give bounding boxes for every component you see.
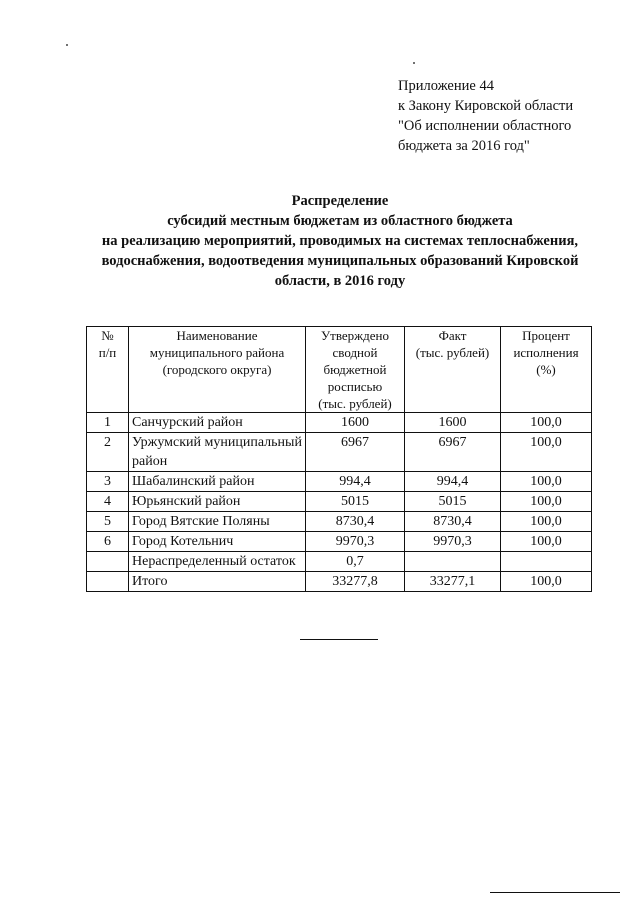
header-num: № п/п [87,327,129,413]
title-line: на реализацию мероприятий, проводимых на системах теплоснабжения, [101,233,579,249]
cell-percent [501,552,592,572]
table-header-row [87,327,592,413]
cell-name: Уржумский муниципальный район [129,433,306,472]
cell-percent: 100,0 [501,492,592,512]
cell-percent: 100,0 [501,433,592,472]
cell-approved: 6967 [306,433,405,472]
header-fact: Факт (тыс. рублей) [405,327,501,413]
table-row-total [87,572,592,592]
cell-approved: 0,7 [306,552,405,572]
document-title [60,191,620,291]
separator-line [300,639,378,640]
cell-num: 5 [87,512,129,532]
scan-speck [413,62,415,64]
title-line: субсидий местным бюджетам из областного бюджета [167,213,513,229]
subsidy-table [86,326,592,592]
cell-approved: 8730,4 [306,512,405,532]
appendix-line: бюджета за 2016 год" [398,138,530,154]
scan-speck [66,44,68,46]
cell-approved: 9970,3 [306,532,405,552]
table-row [87,433,592,472]
cell-name: Нераспределенный остаток [129,552,306,572]
table-row [87,413,592,433]
cell-name: Санчурский район [129,413,306,433]
table-row [87,472,592,492]
cell-percent: 100,0 [501,413,592,433]
cell-percent: 100,0 [501,512,592,532]
cell-name: Итого [129,572,306,592]
cell-num: 2 [87,433,129,472]
cell-approved: 1600 [306,413,405,433]
title-line: области, в 2016 году [274,273,406,289]
cell-num: 4 [87,492,129,512]
corner-mark-line [490,892,620,893]
cell-percent: 100,0 [501,472,592,492]
cell-name: Юрьянский район [129,492,306,512]
cell-fact: 994,4 [405,472,501,492]
table-row [87,492,592,512]
cell-percent: 100,0 [501,572,592,592]
header-approved: Утверждено сводной бюджетной росписью (тыс. рублей) [306,327,405,413]
title-line: водоснабжения, водоотведения муниципальных образований Кировской [101,253,579,269]
cell-num: 1 [87,413,129,433]
appendix-line: "Об исполнении областного [398,118,572,134]
cell-fact: 1600 [405,413,501,433]
cell-fact: 6967 [405,433,501,472]
cell-num: 6 [87,532,129,552]
appendix-line: Приложение 44 [398,78,494,94]
cell-num: 3 [87,472,129,492]
header-percent: Процент исполнения (%) [501,327,592,413]
cell-approved: 5015 [306,492,405,512]
header-name: Наименование муниципального района (городского округа) [129,327,306,413]
cell-fact: 5015 [405,492,501,512]
table-row [87,512,592,532]
table-row [87,532,592,552]
cell-name: Город Котельнич [129,532,306,552]
cell-approved: 33277,8 [306,572,405,592]
table-row [87,552,592,572]
cell-approved: 994,4 [306,472,405,492]
cell-name: Город Вятские Поляны [129,512,306,532]
cell-name: Шабалинский район [129,472,306,492]
cell-fact: 8730,4 [405,512,501,532]
appendix-note [398,76,573,156]
cell-fact: 33277,1 [405,572,501,592]
title-line: Распределение [291,193,389,209]
cell-fact [405,552,501,572]
cell-percent: 100,0 [501,532,592,552]
cell-num [87,552,129,572]
appendix-line: к Закону Кировской области [398,98,574,114]
cell-num [87,572,129,592]
cell-fact: 9970,3 [405,532,501,552]
